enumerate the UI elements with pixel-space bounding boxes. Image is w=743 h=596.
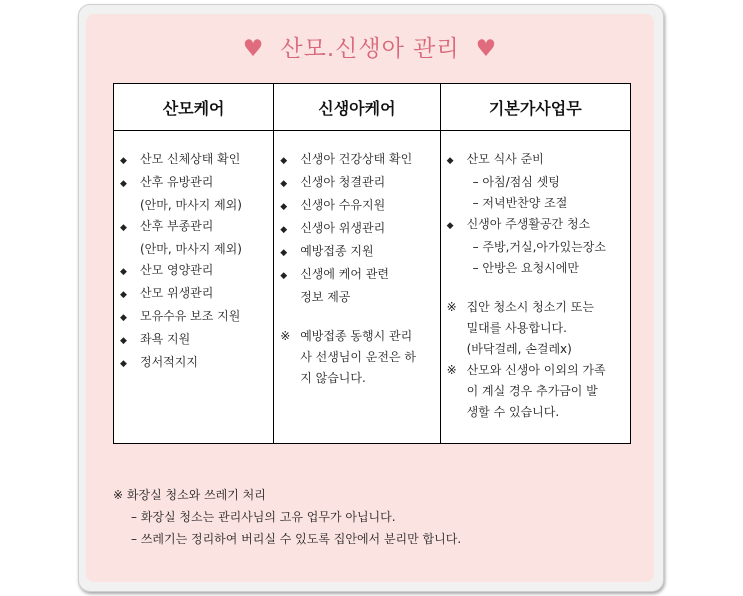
list-item: ◆ 정서적지지 xyxy=(120,352,273,375)
list-item-note: (안마, 마사지 제외) xyxy=(140,198,242,212)
list-item: ◆ 산모 식사 준비 xyxy=(447,149,630,172)
diamond-bullet-icon: ◆ xyxy=(280,156,288,166)
footer-line: – 화장실 청소는 관리사님의 고유 업무가 아닙니다. xyxy=(131,510,396,524)
diamond-bullet-icon: ◆ xyxy=(446,221,454,231)
housework-note: ※ 산모와 신생아 이외의 가족 xyxy=(447,360,630,381)
list-item-note: (안마, 마사지 제외) xyxy=(140,242,242,256)
list-sub-item: – 주방,거실,아가있는장소 xyxy=(472,240,606,254)
diamond-bullet-icon: ◆ xyxy=(120,336,127,346)
list-item: ◆ 신생아 위생관리 xyxy=(280,218,439,241)
reference-mark-icon: ※ xyxy=(446,300,457,314)
mother-care-cell xyxy=(114,131,274,444)
diamond-bullet-icon: ◆ xyxy=(446,156,454,166)
diamond-bullet-icon: ◆ xyxy=(280,202,288,212)
column-header-housework: 기본가사업무 xyxy=(440,84,630,131)
list-item: ◆ 산모 영양관리 xyxy=(120,260,273,283)
list-item: ◆ 신생에 케어 관련 xyxy=(280,264,439,287)
newborn-note-line: 사 선생님이 운전은 하 xyxy=(300,350,416,364)
column-header-mother-care: 산모케어 xyxy=(114,84,274,131)
diamond-bullet-icon: ◆ xyxy=(120,313,127,323)
list-sub-item: – 아침/점심 셋팅 xyxy=(472,175,560,189)
list-item: ◆ 신생아 주생활공간 청소 xyxy=(447,214,630,237)
heart-icon: ♥ xyxy=(242,36,265,62)
diamond-bullet-icon: ◆ xyxy=(280,271,288,281)
diamond-bullet-icon: ◆ xyxy=(280,179,288,189)
list-item: ◆ 신생아 수유지원 xyxy=(280,195,439,218)
diamond-bullet-icon: ◆ xyxy=(120,267,127,277)
list-item: ◆ 산후 부종관리 xyxy=(120,216,273,239)
page-title xyxy=(86,30,654,63)
list-item-continuation: 정보 제공 xyxy=(300,290,351,304)
diamond-bullet-icon: ◆ xyxy=(280,225,288,235)
table-header-row xyxy=(114,84,631,131)
housework-note-line: 이 계실 경우 추가금이 발 xyxy=(466,384,598,398)
diamond-bullet-icon: ◆ xyxy=(280,248,288,258)
housework-note-line: (바닥걸레, 손걸레x) xyxy=(466,342,572,356)
heart-icon: ♥ xyxy=(475,36,498,62)
diamond-bullet-icon: ◆ xyxy=(120,290,127,300)
footer-notice xyxy=(113,484,461,550)
list-item: ◆ 신생아 청결관리 xyxy=(280,172,439,195)
list-item: ◆ 모유수유 보조 지원 xyxy=(120,306,273,329)
list-sub-item: – 저녁반찬양 조절 xyxy=(472,196,568,210)
diamond-bullet-icon: ◆ xyxy=(120,359,127,369)
diamond-bullet-icon: ◆ xyxy=(120,179,127,189)
diamond-bullet-icon: ◆ xyxy=(120,156,127,166)
newborn-note-line: 지 않습니다. xyxy=(300,371,366,385)
list-sub-item: – 안방은 요청시에만 xyxy=(472,261,579,275)
list-item: ◆ 산모 위생관리 xyxy=(120,283,273,306)
newborn-care-cell xyxy=(274,131,440,444)
diamond-bullet-icon: ◆ xyxy=(120,223,127,233)
list-item: ◆ 산후 유방관리 xyxy=(120,172,273,195)
housework-note: ※ 집안 청소시 청소기 또는 xyxy=(447,297,630,318)
table-body-row xyxy=(114,131,631,444)
title-text: 산모.신생아 관리 xyxy=(280,36,460,62)
column-header-newborn-care: 신생아케어 xyxy=(274,84,440,131)
footer-line: – 쓰레기는 정리하여 버리실 수 있도록 집안에서 분리만 합니다. xyxy=(131,532,462,546)
reference-mark-icon: ※ xyxy=(280,329,291,343)
list-item: ◆ 예방접종 지원 xyxy=(280,241,439,264)
reference-mark-icon: ※ xyxy=(113,488,124,502)
housework-note-line: 밀대를 사용합니다. xyxy=(466,321,567,335)
list-item: ◆ 좌욕 지원 xyxy=(120,329,273,352)
reference-mark-icon: ※ xyxy=(446,363,457,377)
list-item: ◆ 산모 신체상태 확인 xyxy=(120,149,273,172)
list-item: ◆ 신생아 건강상태 확인 xyxy=(280,149,439,172)
newborn-note: ※ 예방접종 동행시 관리 xyxy=(280,326,439,347)
housework-note-line: 생할 수 있습니다. xyxy=(466,405,560,419)
footer-heading: ※ 화장실 청소와 쓰레기 처리 xyxy=(113,488,266,502)
care-services-table xyxy=(113,83,631,444)
housework-cell xyxy=(440,131,630,444)
